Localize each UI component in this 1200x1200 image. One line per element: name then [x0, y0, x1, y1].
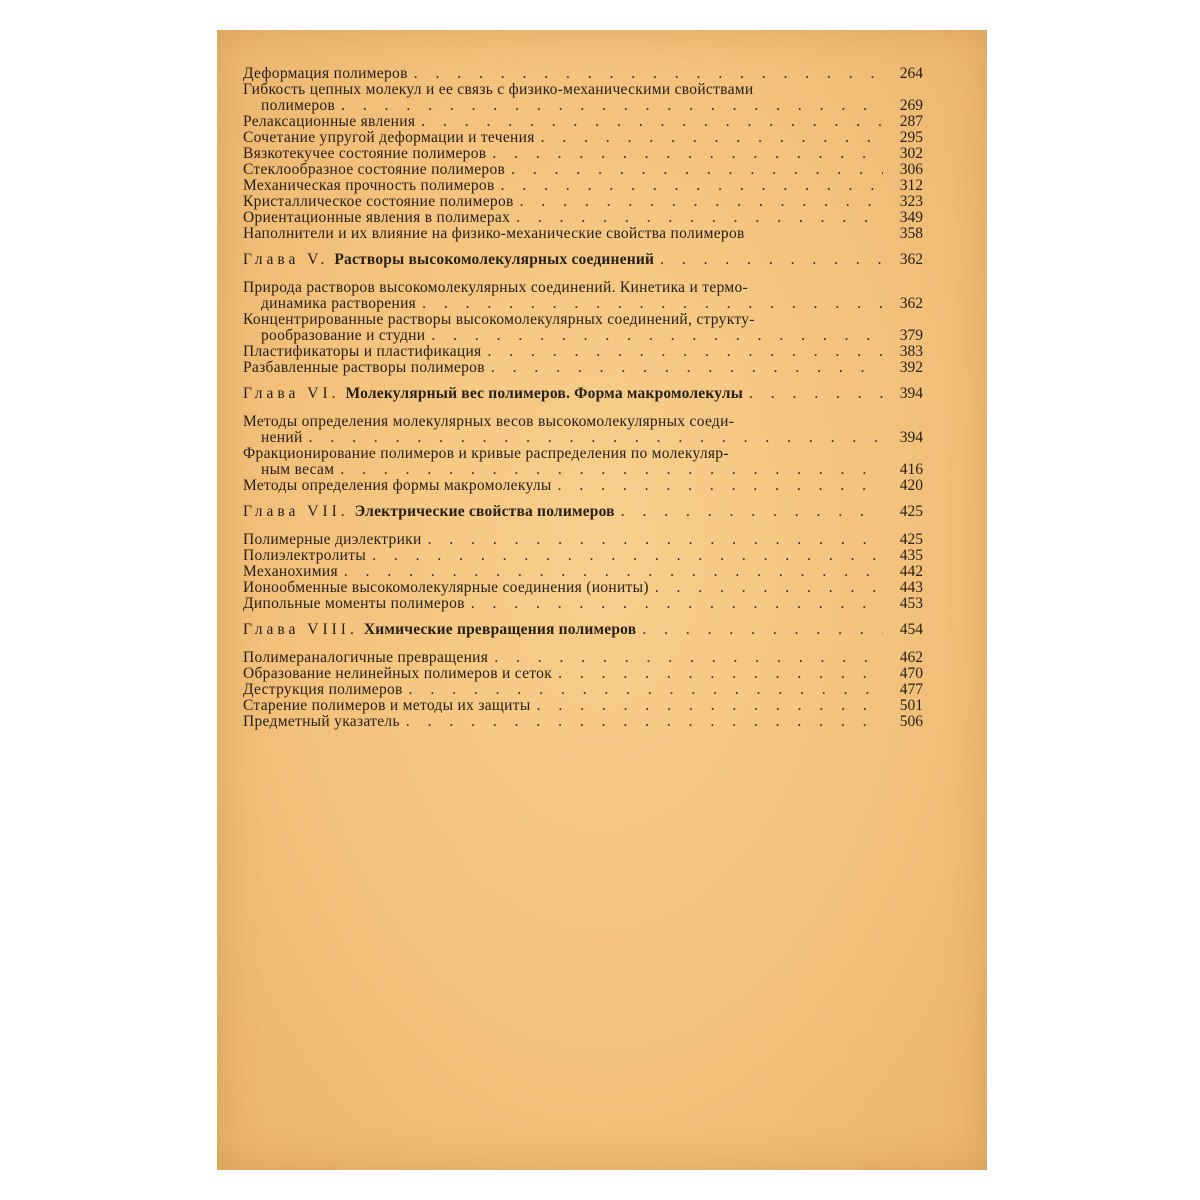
chapter-heading — [243, 503, 923, 520]
toc-entry-title: Старение полимеров и методы их защиты — [243, 698, 531, 714]
toc-entry — [243, 477, 923, 494]
toc-entry-line: Гибкость цепных молекул и ее связь с физико-механическими свойствами — [243, 82, 754, 98]
toc-entry — [243, 713, 923, 730]
toc-entry-line: Фракционирование полимеров и кривые распределения по молекуляр- — [243, 446, 729, 462]
toc-entry-title: Предметный указатель — [243, 714, 400, 730]
dot-leader — [642, 622, 883, 638]
toc-entry-title: ным весам — [261, 462, 335, 478]
page-number: 383 — [899, 343, 923, 360]
toc-entry-title: Образование нелинейных полимеров и сеток — [243, 666, 553, 682]
dot-leader — [344, 564, 883, 580]
toc-entry — [243, 563, 923, 580]
page-number: 435 — [899, 547, 923, 564]
toc-entry-title: Полиэлектролиты — [243, 548, 367, 564]
toc-entry — [243, 82, 923, 114]
chapter-label: Глава VI. — [243, 386, 340, 402]
dot-leader — [491, 360, 883, 376]
chapter-heading — [243, 385, 923, 402]
toc-entry — [243, 697, 923, 714]
dot-leader — [655, 580, 883, 596]
toc-entry-title: Разбавленные растворы полимеров — [243, 360, 485, 376]
dot-leader — [501, 178, 883, 194]
toc-entry-title: Сочетание упругой деформации и течения — [243, 130, 535, 146]
chapter-heading — [243, 621, 923, 638]
dot-leader — [492, 146, 883, 162]
toc-entry — [243, 595, 923, 612]
toc-entry — [243, 225, 923, 242]
dot-leader — [428, 532, 883, 548]
toc-entry — [243, 280, 923, 312]
toc-entry — [243, 579, 923, 596]
chapter-title: Молекулярный вес полимеров. Форма макромолекулы — [345, 386, 743, 402]
toc-entry-title: рообразование и студни — [261, 328, 426, 344]
chapter-label: Глава VIII. — [243, 622, 358, 638]
page-number: 264 — [899, 65, 923, 82]
page-number: 420 — [899, 477, 923, 494]
toc-entry-title: Полимераналогичные превращения — [243, 650, 489, 666]
toc-entry-title: динамика растворения — [261, 296, 417, 312]
toc-entry — [243, 649, 923, 666]
toc-entry — [243, 531, 923, 548]
toc-entry-title: Кристаллическое состояние полимеров — [243, 194, 514, 210]
page-number: 442 — [899, 563, 923, 580]
page-number: 506 — [899, 713, 923, 730]
toc-entry-line: Природа растворов высокомолекулярных соединений. Кинетика и термо- — [243, 280, 748, 296]
toc-entry — [243, 343, 923, 360]
page-number: 269 — [899, 97, 923, 114]
toc-entry — [243, 446, 923, 478]
toc-entry-title: Дипольные моменты полимеров — [243, 596, 465, 612]
toc-entry-title: Вязкотекучее состояние полимеров — [243, 146, 487, 162]
chapter-heading — [243, 251, 923, 268]
page-number: 312 — [899, 177, 923, 194]
table-of-contents — [243, 65, 923, 730]
page-number: 323 — [899, 193, 923, 210]
dot-leader — [406, 714, 883, 730]
toc-entry — [243, 193, 923, 210]
dot-leader — [341, 98, 883, 114]
dot-leader — [660, 252, 883, 268]
toc-entry — [243, 681, 923, 698]
toc-entry-title: Механическая прочность полимеров — [243, 178, 495, 194]
chapter-title: Растворы высокомолекулярных соединений — [334, 252, 655, 268]
dot-leader — [471, 596, 883, 612]
page-number: 470 — [899, 665, 923, 682]
page-number: 306 — [899, 161, 923, 178]
page-number: 349 — [899, 209, 923, 226]
toc-entry — [243, 209, 923, 226]
toc-entry-line: Концентрированные растворы высокомолекулярных соединений, структу- — [243, 312, 755, 328]
dot-leader — [422, 296, 883, 312]
toc-entry-title: Ионообменные высокомолекулярные соединения (иониты) — [243, 580, 649, 596]
toc-entry — [243, 113, 923, 130]
page-number: 416 — [899, 461, 923, 478]
toc-entry — [243, 359, 923, 376]
chapter-label: Глава V. — [243, 252, 329, 268]
dot-leader — [516, 210, 883, 226]
dot-leader — [409, 682, 883, 698]
page-number: 358 — [899, 225, 923, 242]
page-number: 425 — [899, 531, 923, 548]
toc-entry-title: нений — [261, 430, 303, 446]
page-number: 362 — [899, 295, 923, 312]
dot-leader — [340, 462, 883, 478]
toc-entry — [243, 161, 923, 178]
dot-leader — [541, 130, 883, 146]
page-number: 362 — [899, 251, 923, 268]
toc-entry-line: Методы определения молекулярных весов высокомолекулярных соеди- — [243, 414, 735, 430]
chapter-title: Химические превращения полимеров — [363, 622, 637, 638]
toc-entry-title: Пластификаторы и пластификация — [243, 344, 482, 360]
chapter-title: Электрические свойства полимеров — [354, 504, 615, 520]
toc-entry-title: Стеклообразное состояние полимеров — [243, 162, 506, 178]
page-number: 425 — [899, 503, 923, 520]
toc-entry — [243, 665, 923, 682]
toc-entry-title: Релаксационные явления — [243, 114, 416, 130]
page-number: 443 — [899, 579, 923, 596]
page-number: 295 — [899, 129, 923, 146]
dot-leader — [372, 548, 883, 564]
toc-entry-title: Методы определения формы макромолекулы — [243, 478, 552, 494]
page-number: 394 — [899, 385, 923, 402]
dot-leader — [749, 386, 883, 402]
dot-leader — [537, 698, 883, 714]
dot-leader — [621, 504, 883, 520]
toc-entry — [243, 312, 923, 344]
toc-entry — [243, 129, 923, 146]
toc-entry-title: Наполнители и их влияние на физико-механические свойства полимеров — [243, 226, 745, 242]
toc-entry — [243, 177, 923, 194]
page-number: 394 — [899, 429, 923, 446]
toc-entry-title: Ориентационные явления в полимерах — [243, 210, 511, 226]
page-number: 501 — [899, 697, 923, 714]
toc-entry-title: полимеров — [261, 98, 336, 114]
toc-entry — [243, 65, 923, 82]
toc-entry-title: Полимерные диэлектрики — [243, 532, 422, 548]
book-page — [217, 30, 987, 1170]
toc-entry — [243, 145, 923, 162]
chapter-label: Глава VII. — [243, 504, 349, 520]
toc-entry-title: Деформация полимеров — [243, 66, 408, 82]
toc-entry — [243, 414, 923, 446]
toc-entry-title: Механохимия — [243, 564, 338, 580]
page-number: 453 — [899, 595, 923, 612]
page-number: 392 — [899, 359, 923, 376]
dot-leader — [558, 666, 883, 682]
dot-leader — [488, 344, 884, 360]
dot-leader — [431, 328, 883, 344]
page-number: 454 — [899, 621, 923, 638]
toc-entry-title: Деструкция полимеров — [243, 682, 403, 698]
page-number: 462 — [899, 649, 923, 666]
page-number: 379 — [899, 327, 923, 344]
dot-leader — [520, 194, 883, 210]
page-number: 477 — [899, 681, 923, 698]
dot-leader — [414, 66, 883, 82]
dot-leader — [421, 114, 883, 130]
dot-leader — [511, 162, 883, 178]
page-number: 302 — [899, 145, 923, 162]
toc-entry — [243, 547, 923, 564]
dot-leader — [309, 430, 883, 446]
page-number: 287 — [899, 113, 923, 130]
dot-leader — [558, 478, 883, 494]
dot-leader — [494, 650, 883, 666]
